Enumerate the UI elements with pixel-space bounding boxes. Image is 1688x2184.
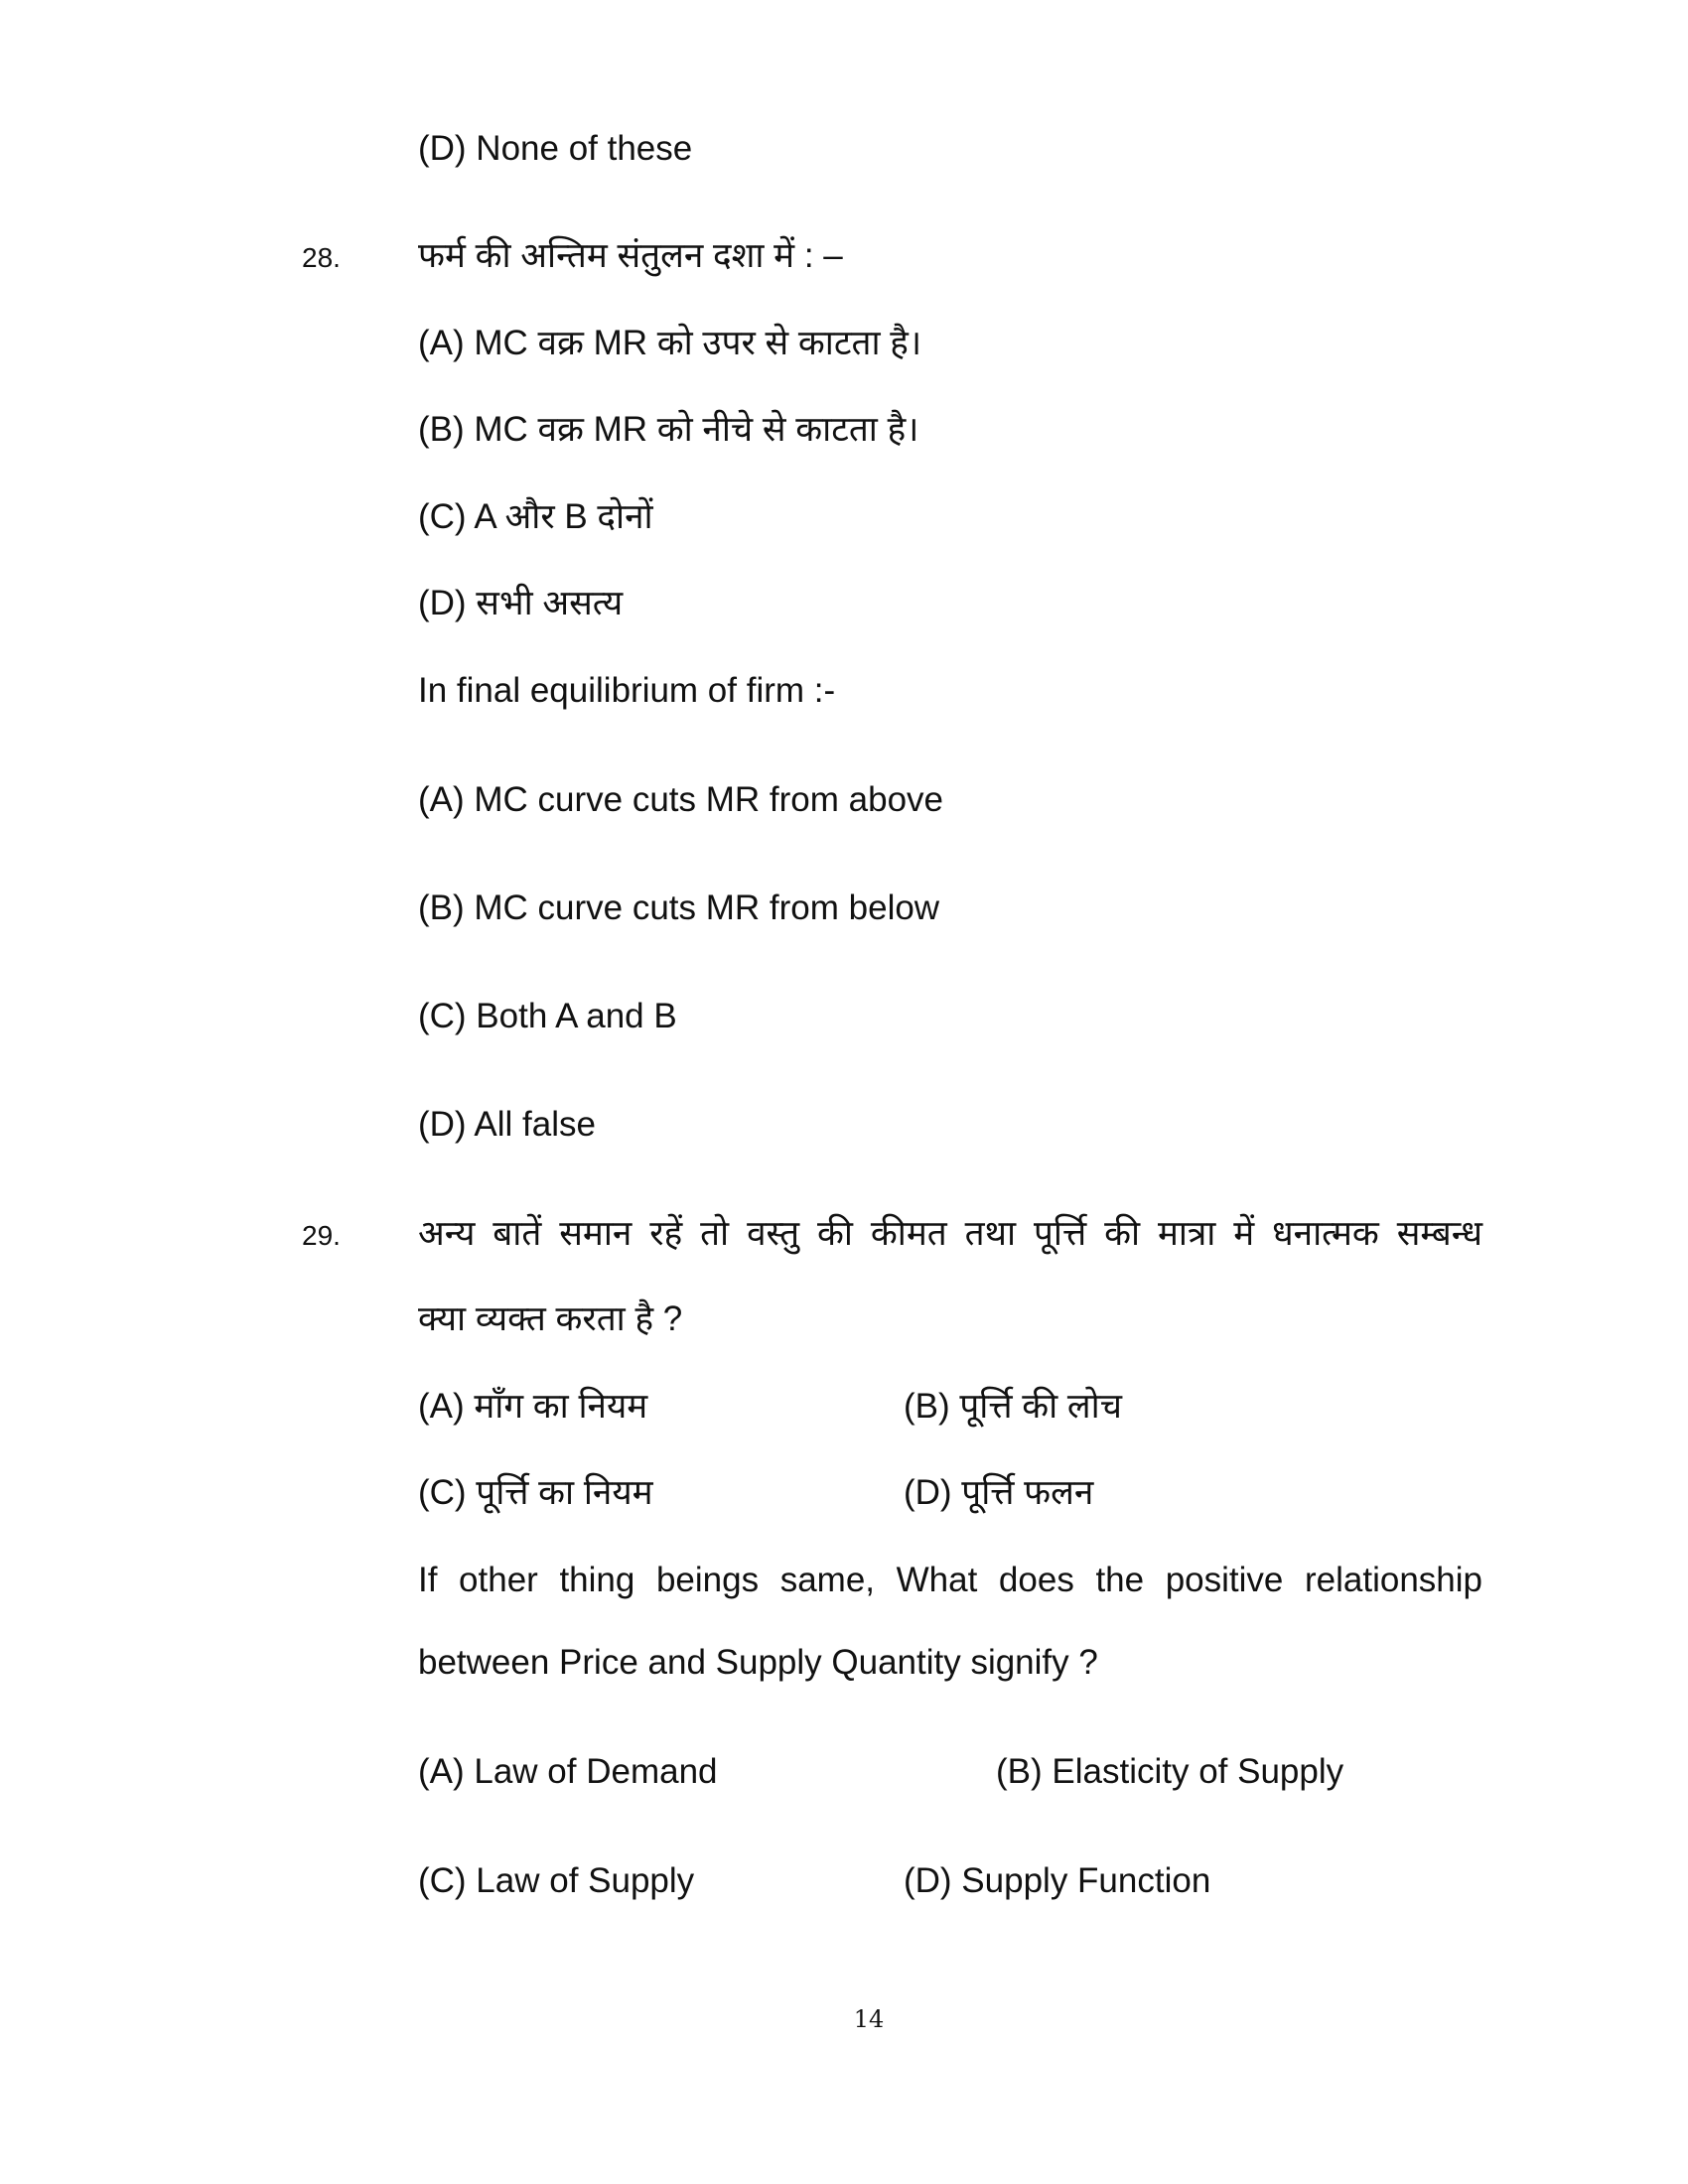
- option-c-hindi: (C) पूर्त्ति का नियम: [418, 1473, 653, 1512]
- option-a-hindi: (A) माँग का नियम: [418, 1387, 648, 1426]
- option-c-english: (C) Law of Supply: [418, 1861, 695, 1900]
- option-a-english: (A) MC curve cuts MR from above: [418, 780, 943, 819]
- option-d-english: (D) All false: [418, 1105, 596, 1144]
- option-b-english: (B) Elasticity of Supply: [996, 1752, 1344, 1791]
- question-stem-english-line2: between Price and Supply Quantity signify ?: [418, 1643, 1098, 1682]
- question-stem-hindi: फर्म की अन्तिम संतुलन दशा में : –: [418, 236, 843, 275]
- question-stem-hindi-line1: अन्य बातें समान रहें तो वस्तु की कीमत तथा पूर्त्ति की मात्रा में धनात्मक सम्बन्ध: [418, 1214, 1482, 1253]
- question-stem-english: In final equilibrium of firm :-: [418, 671, 836, 710]
- option-b-hindi: (B) MC वक्र MR को नीचे से काटता है।: [418, 410, 919, 449]
- question-stem-hindi-line2: क्या व्यक्त करता है ?: [418, 1299, 683, 1338]
- option-b-hindi: (B) पूर्त्ति की लोच: [904, 1387, 1122, 1426]
- option-d-hindi: (D) सभी असत्य: [418, 584, 624, 622]
- question-number: 29.: [302, 1220, 341, 1251]
- question-stem-english-line1: If other thing beings same, What does the positive relationship: [418, 1561, 1482, 1599]
- prev-option-d: (D) None of these: [418, 129, 693, 168]
- page-number: 14: [853, 2005, 885, 2033]
- option-d-hindi: (D) पूर्त्ति फलन: [904, 1473, 1094, 1512]
- option-d-english: (D) Supply Function: [904, 1861, 1211, 1900]
- option-b-english: (B) MC curve cuts MR from below: [418, 888, 940, 927]
- option-a-hindi: (A) MC वक्र MR को उपर से काटता है।: [418, 324, 922, 362]
- option-c-hindi: (C) A और B दोनों: [418, 497, 653, 536]
- question-number: 28.: [302, 242, 341, 273]
- option-a-english: (A) Law of Demand: [418, 1752, 718, 1791]
- option-c-english: (C) Both A and B: [418, 997, 677, 1035]
